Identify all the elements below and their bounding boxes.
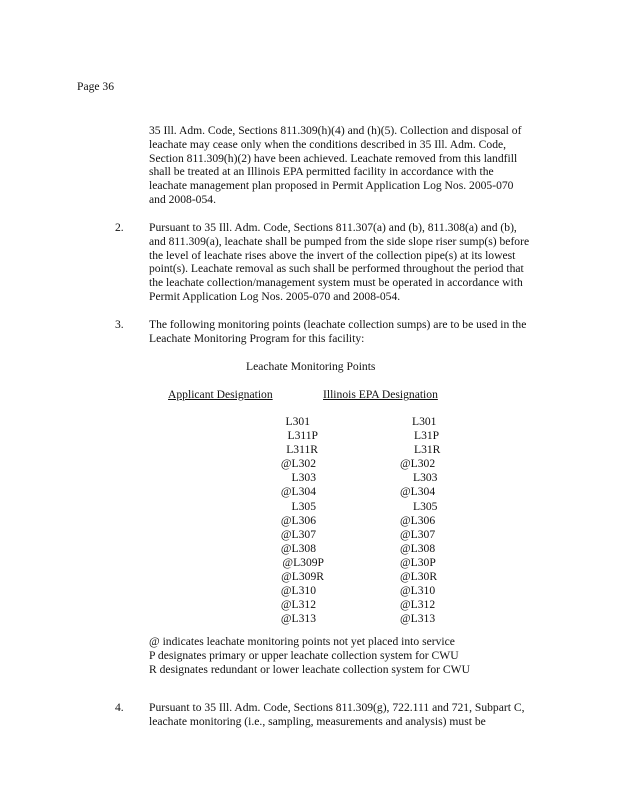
illinois-cell: L303: [413, 471, 438, 485]
table-title: Leachate Monitoring Points: [246, 360, 376, 373]
text-line: point(s). Leachate removal as such shall be performed throughout the period that: [149, 262, 524, 276]
table-row: [160, 485, 564, 499]
applicant-cell: @L313: [280, 612, 316, 626]
table-row: [160, 443, 564, 457]
applicant-cell: L301: [285, 415, 310, 428]
note-line: R designates redundant or lower leachate collection system for CWU: [149, 662, 470, 676]
text-line: leachate may cease only when the conditions described in 35 Ill. Adm. Code,: [149, 137, 507, 151]
applicant-cell: @L302: [280, 457, 316, 471]
illinois-cell: @L307: [400, 527, 436, 541]
monitoring-points-table: [160, 415, 564, 626]
column-header-illinois: Illinois EPA Designation: [323, 388, 438, 401]
text-line: Pursuant to 35 Ill. Adm. Code, Sections 811.307(a) and (b), 811.308(a) and (b),: [149, 221, 517, 234]
table-row: [160, 528, 564, 542]
illinois-cell: @L302: [400, 457, 436, 471]
text-line: the leachate collection/management system must be operated in accordance with: [149, 276, 523, 290]
applicant-cell: L305: [291, 499, 316, 513]
illinois-cell: @L30P: [400, 555, 436, 569]
illinois-cell: @L308: [400, 541, 436, 555]
applicant-cell: @L312: [280, 598, 316, 612]
illinois-cell: @L312: [400, 598, 436, 612]
item-4-number: 4.: [115, 701, 124, 714]
applicant-cell: @L309R: [281, 570, 324, 584]
applicant-cell: @L306: [280, 513, 316, 527]
text-line: Pursuant to 35 Ill. Adm. Code, Sections 811.309(g), 722.111 and 721, Subpart C,: [149, 701, 525, 714]
note-line: @ indicates leachate monitoring points not yet placed into service: [149, 635, 455, 648]
item-3-text: [149, 318, 526, 346]
illinois-cell: L301: [412, 415, 437, 428]
text-line: leachate management plan proposed in Permit Application Log Nos. 2005-070: [149, 179, 514, 193]
illinois-cell: @L310: [400, 584, 436, 598]
applicant-cell: @L304: [280, 485, 316, 499]
text-line: Leachate Monitoring Program for this facility:: [149, 331, 365, 345]
table-row: [160, 500, 564, 514]
table-row: [160, 542, 564, 556]
illinois-cell: L305: [413, 499, 438, 513]
illinois-cell: @L306: [400, 513, 436, 527]
illinois-cell: L31P: [414, 429, 440, 443]
table-row: [160, 457, 564, 471]
continued-paragraph: [149, 124, 521, 207]
illinois-cell: @L313: [400, 612, 436, 626]
table-row: [160, 429, 564, 443]
applicant-cell: @L309P: [282, 555, 324, 569]
table-row: [160, 471, 564, 485]
illinois-cell: @L304: [400, 485, 436, 499]
illinois-cell: @L30R: [400, 570, 438, 584]
applicant-cell: @L308: [280, 541, 316, 555]
text-line: Section 811.309(h)(2) have been achieved. Leachate removed from this landfill: [149, 151, 518, 165]
item-4-text: [149, 701, 525, 729]
table-notes: [149, 635, 470, 676]
page-header: Page 36: [77, 80, 115, 93]
text-line: The following monitoring points (leachate collection sumps) are to be used in the: [149, 318, 527, 331]
applicant-cell: L311R: [286, 443, 318, 457]
text-line: leachate monitoring (i.e., sampling, measurements and analysis) must be: [149, 714, 486, 728]
text-line: Permit Application Log Nos. 2005-070 and 2008-054.: [149, 289, 401, 303]
table-row: [160, 415, 564, 429]
item-2-text: [149, 221, 529, 304]
table-row: [160, 556, 564, 570]
table-row: [160, 612, 564, 626]
table-row: [160, 514, 564, 528]
table-row: [160, 598, 564, 612]
note-line: P designates primary or upper leachate collection system for CWU: [149, 648, 459, 662]
table-row: [160, 570, 564, 584]
text-line: and 2008-054.: [149, 192, 216, 206]
applicant-cell: @L307: [280, 527, 316, 541]
column-header-applicant: Applicant Designation: [168, 388, 273, 401]
applicant-cell: L303: [291, 471, 316, 485]
text-line: and 811.309(a), leachate shall be pumped from the side slope riser sump(s) before: [149, 234, 530, 248]
illinois-cell: L31R: [414, 443, 441, 457]
table-row: [160, 584, 564, 598]
text-line: the level of leachate rises above the invert of the collection pipe(s) at its lowest: [149, 248, 516, 262]
applicant-cell: L311P: [287, 429, 318, 443]
item-2-number: 2.: [115, 221, 124, 234]
applicant-cell: @L310: [280, 584, 316, 598]
text-line: shall be treated at an Illinois EPA permitted facility in accordance with the: [149, 165, 494, 179]
item-3-number: 3.: [115, 318, 124, 331]
text-line: 35 Ill. Adm. Code, Sections 811.309(h)(4) and (h)(5). Collection and disposal of: [149, 124, 522, 137]
